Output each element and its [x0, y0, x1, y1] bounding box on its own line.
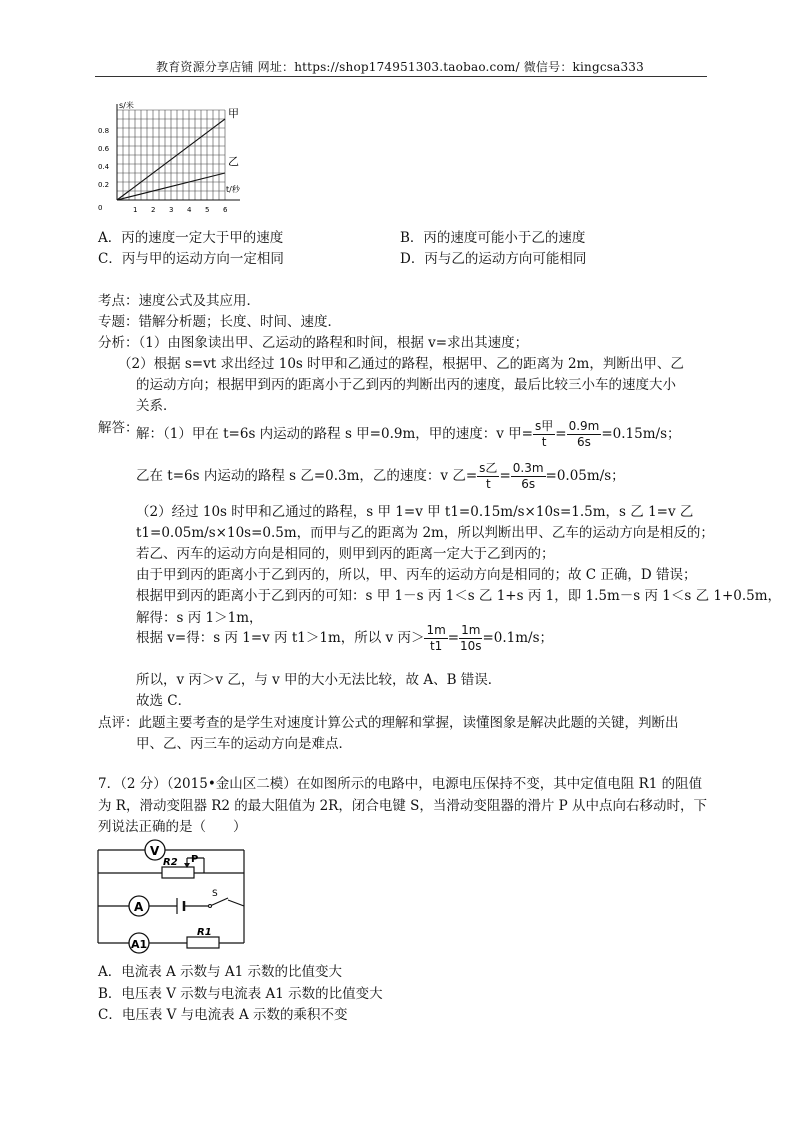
fenxi-line-1: 分析：（1）由图象读出甲、乙运动的路程和时间，根据 v=求出其速度； [98, 335, 529, 351]
zhuanti: 专题：错解分析题；长度、时间、速度． [98, 314, 341, 330]
x-axis-label: t/秒 [226, 185, 240, 194]
fraction-v-bing-values [459, 623, 482, 654]
q7-stem-line-3: 列说法正确的是（ ） [98, 819, 247, 835]
solution-9-text: 根据 v=得：s 丙 1=v 丙 t1＞1m，所以 v 丙＞ [136, 630, 425, 646]
x-tick-4: 4 [187, 206, 192, 214]
y-axis-label: s/米 [119, 101, 134, 110]
solution-line-9: 根据 v=得：s 丙 1=v 丙 t1＞1m，所以 v 丙＞ $\frac{1m}{t1}$ = $\frac{1m}{10s}$ =0.1m/s； [136, 623, 553, 653]
x-tick-5: 5 [205, 206, 210, 214]
solution-line-11: 故选 C． [136, 693, 192, 709]
fraction-v-jia-values [567, 419, 602, 450]
solution-line-1: 解：（1）甲在 t=6s 内运动的路程 s 甲=0.9m，甲的速度：v 甲= $\frac{\text{s甲}}{t}$ = $\frac{0.9m}{6s}$ =0.15m/s； [136, 419, 681, 449]
fenxi-line-3: 的运动方向；根据甲到丙的距离小于乙到丙的判断出丙的速度，最后比较三小车的速度大小 [136, 377, 676, 393]
x-tick-2: 2 [151, 206, 156, 214]
fraction-v-yi [477, 461, 499, 492]
r2-resistor-body [162, 867, 194, 878]
y-tick-0.8: 0.8 [98, 127, 110, 135]
fraction-v-jia [533, 419, 555, 450]
r1-resistor-body [187, 937, 219, 948]
q7-option-a: A．电流表 A 示数与 A1 示数的比值变大 [98, 964, 343, 980]
solution-line-5: 若乙、丙车的运动方向是相同的，则甲到丙的距离一定大于乙到丙的； [136, 546, 555, 562]
x-tick-1: 1 [133, 206, 138, 214]
frac-num: s甲 [535, 419, 554, 433]
review-line-1: 点评：此题主要考查的是学生对速度计算公式的理解和掌握，读懂图象是解决此题的关键，判断出 [98, 715, 679, 731]
x-tick-3: 3 [169, 206, 174, 214]
frac-num: 0.3m [512, 461, 544, 475]
fraction-v-bing [424, 623, 447, 654]
solution-1-end: =0.15m/s； [601, 426, 681, 442]
solution-line-6: 由于甲到丙的距离小于乙到丙的，所以，甲、丙车的运动方向是相同的；故 C 正确，D 错误； [136, 567, 697, 583]
q7-option-c: C．电压表 V 与电流表 A 示数的乘积不变 [98, 1007, 348, 1023]
jieda-label: 解答： [98, 420, 139, 436]
slider-p-label: P [191, 854, 199, 865]
ammeter1-label: A1 [131, 938, 148, 951]
solution-1-text: 解：（1）甲在 t=6s 内运动的路程 s 甲=0.9m，甲的速度：v 甲= [136, 426, 533, 442]
voltmeter-label: V [150, 844, 160, 858]
series-jia-label: 甲 [228, 107, 239, 120]
frac-den: t1 [429, 639, 443, 653]
frac-den: 10s [460, 639, 482, 653]
solution-line-2: 乙在 t=6s 内运动的路程 s 乙=0.3m，乙的速度：v 乙= $\frac{\text{s乙}}{t}$ = $\frac{0.3m}{6s}$ =0.05m/s； [136, 461, 625, 491]
solution-2-end: =0.05m/s； [545, 468, 625, 484]
solution-2-text: 乙在 t=6s 内运动的路程 s 乙=0.3m，乙的速度：v 乙= [136, 468, 478, 484]
header-rule [95, 76, 707, 77]
r2-label: R2 [163, 857, 178, 868]
frac-num: 1m [461, 623, 481, 637]
frac-num: s乙 [479, 461, 498, 475]
x-tick-6: 6 [223, 206, 228, 214]
page-header: 教育资源分享店铺 网址：https://shop174951303.taobao.com/ 微信号：kingcsa333 [156, 60, 644, 74]
circuit-diagram [92, 838, 257, 956]
q6-option-a: A．丙的速度一定大于甲的速度 [98, 230, 284, 246]
switch-s-label: S [212, 889, 218, 899]
q7-option-b: B．电压表 V 示数与电流表 A1 示数的比值变大 [98, 986, 383, 1002]
solution-line-8: 解得：s 丙 1＞1m， [136, 610, 263, 626]
solution-line-3: （2）经过 10s 时甲和乙通过的路程，s 甲 1=v 甲 t1=0.15m/s×10s=1.5m，s 乙 1=v 乙 [136, 504, 694, 520]
y-tick-0.4: 0.4 [98, 163, 110, 171]
q7-stem-line-2: 为 R，滑动变阻器 R2 的最大阻值为 2R，闭合电键 S，当滑动变阻器的滑片 P 从中点向右移动时，下 [98, 798, 708, 814]
fraction-v-yi-values [511, 461, 546, 492]
q6-option-c: C．丙与甲的运动方向一定相同 [98, 251, 284, 267]
fenxi-line-2: （2）根据 s=vt 求出经过 10s 时甲和乙通过的路程，根据甲、乙的距离为 2m，判断出甲、乙 [118, 356, 684, 372]
solution-line-7: 根据甲到丙的距离小于乙到丙的可知：s 甲 1－s 丙 1＜s 乙 1+s 丙 1，即 1.5m－s 丙 1＜s 乙 1+0.5m， [136, 588, 782, 604]
q6-option-b: B．丙的速度可能小于乙的速度 [400, 230, 586, 246]
switch-contact [209, 905, 212, 908]
solution-9-end: =0.1m/s； [482, 630, 553, 646]
frac-den: 6s [577, 435, 591, 449]
frac-den: t [485, 477, 491, 491]
q7-stem-line-1: 7．（2 分）（2015•金山区二模）在如图所示的电路中，电源电压保持不变，其中定值电阻 R1 的阻值 [98, 776, 703, 792]
y-tick-0.2: 0.2 [98, 181, 110, 189]
ammeter-label: A [134, 900, 144, 914]
q6-option-d: D．丙与乙的运动方向可能相同 [400, 251, 587, 267]
y-tick-0: 0 [98, 204, 103, 212]
r1-label: R1 [197, 927, 212, 938]
frac-den: t [541, 435, 547, 449]
series-yi-label: 乙 [228, 155, 239, 168]
y-tick-0.6: 0.6 [98, 145, 110, 153]
solution-line-10: 所以，v 丙＞v 乙，与 v 甲的大小无法比较，故 A、B 错误． [136, 672, 502, 688]
frac-num: 0.9m [568, 419, 600, 433]
review-line-2: 甲、乙、丙三车的运动方向是难点． [136, 736, 352, 752]
distance-time-graph [90, 100, 250, 220]
fenxi-line-4: 关系． [136, 398, 177, 414]
frac-den: 6s [521, 477, 536, 491]
solution-line-4: t1=0.05m/s×10s=0.5m，而甲与乙的距离为 2m，所以判断出甲、乙车的运动方向是相反的； [136, 525, 714, 541]
kaodian: 考点：速度公式及其应用． [98, 293, 260, 309]
frac-num: 1m [426, 623, 446, 637]
